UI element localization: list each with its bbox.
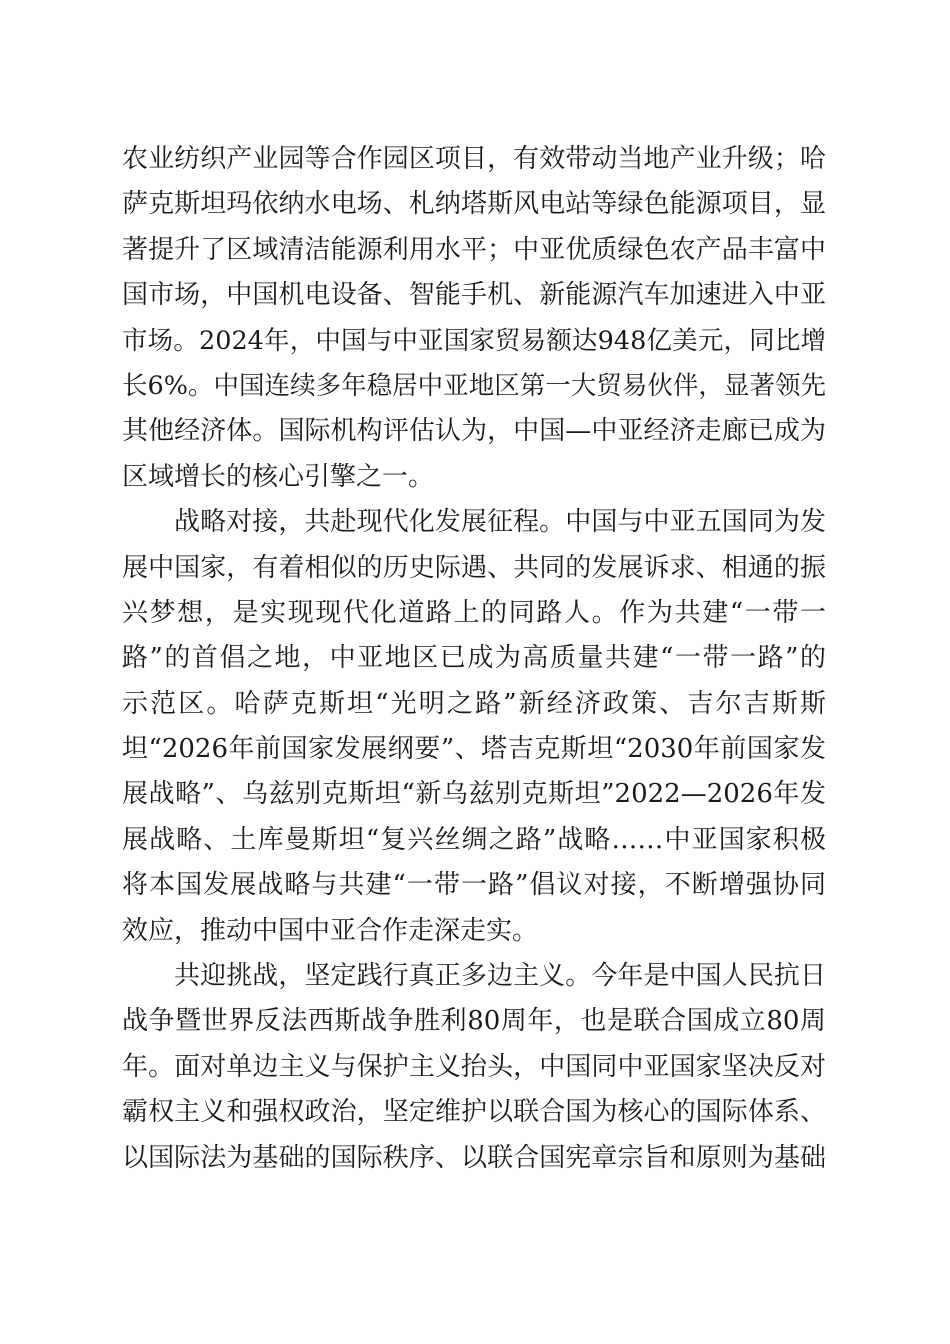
paragraph-strategic-alignment [122,500,826,954]
text-line: 兴梦想，是实现现代化道路上的同路人。作为共建“一带一 [122,597,826,628]
text-line: 展战略”、乌兹别克斯坦“新乌兹别克斯坦”2022—2026年发 [122,779,826,810]
text-line: 效应，推动中国中亚合作走深走实。 [122,915,539,946]
text-line: 萨克斯坦玛依纳水电场、札纳塔斯风电站等绿色能源项目，显 [122,189,826,220]
paragraph-trade-cooperation [122,137,826,500]
body-text [122,137,826,1181]
text-line: 以国际法为基础的国际秩序、以联合国宪章宗旨和原则为基础 [122,1142,826,1173]
text-line: 区域增长的核心引擎之一。 [122,461,435,492]
text-line: 共迎挑战，坚定践行真正多边主义。今年是中国人民抗日 [174,961,826,992]
paragraph-multilateralism [122,954,826,1181]
text-line: 著提升了区域清洁能源利用水平；中亚优质绿色农产品丰富中 [122,234,826,265]
text-line: 长6%。中国连续多年稳居中亚地区第一大贸易伙伴，显著领先 [122,370,826,401]
text-line: 展战略、土库曼斯坦“复兴丝绸之路”战略……中亚国家积极 [122,824,826,855]
text-line: 战争暨世界反法西斯战争胜利80周年，也是联合国成立80周 [122,1006,826,1037]
text-line: 展中国家，有着相似的历史际遇、共同的发展诉求、相通的振 [122,552,826,583]
text-line: 其他经济体。国际机构评估认为，中国—中亚经济走廊已成为 [122,416,826,447]
text-line: 国市场，中国机电设备、智能手机、新能源汽车加速进入中亚 [122,280,826,311]
text-line: 路”的首倡之地，中亚地区已成为高质量共建“一带一路”的 [122,643,826,674]
text-line: 战略对接，共赴现代化发展征程。中国与中亚五国同为发 [174,507,826,538]
text-line: 年。面对单边主义与保护主义抬头，中国同中亚国家坚决反对 [122,1051,826,1082]
text-line: 农业纺织产业园等合作园区项目，有效带动当地产业升级；哈 [122,144,826,174]
text-line: 示范区。哈萨克斯坦“光明之路”新经济政策、吉尔吉斯斯 [122,688,826,719]
text-line: 坦“2026年前国家发展纲要”、塔吉克斯坦“2030年前国家发 [122,734,826,765]
text-line: 霸权主义和强权政治，坚定维护以联合国为核心的国际体系、 [122,1097,826,1128]
text-line: 将本国发展战略与共建“一带一路”倡议对接，不断增强协同 [122,870,826,901]
text-line: 市场。2024年，中国与中亚国家贸易额达948亿美元，同比增 [122,325,826,356]
